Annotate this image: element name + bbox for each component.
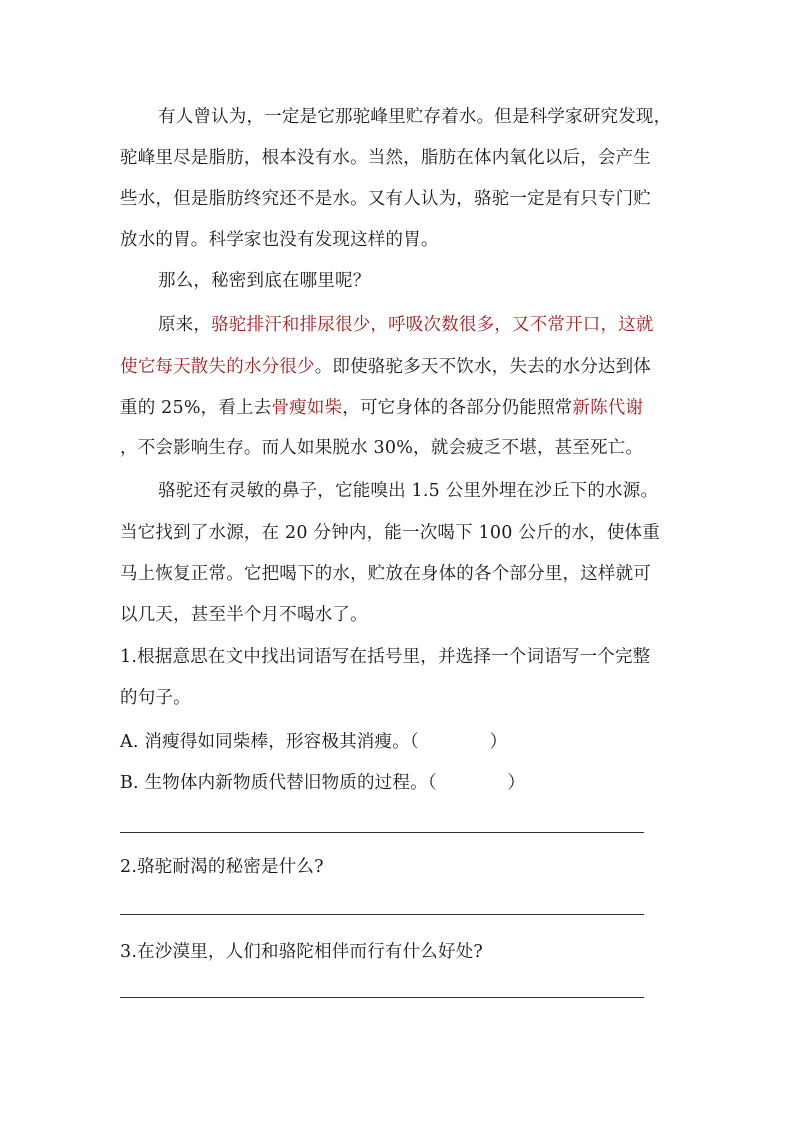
passage-p1-line3: 些水，但是脂肪终究还不是水。又有人认为，骆驼一定是有只专门贮 [120, 189, 651, 209]
question-1-line1: 1.根据意思在文中找出词语写在括号里，并选择一个词语写一个完整 [120, 647, 651, 667]
passage-p4-line2: 当它找到了水源，在 20 分钟内，能一次喝下 100 公斤的水，使体重 [120, 523, 660, 543]
passage-p3-l3-start: 重的 25%，看上去 [120, 398, 272, 418]
passage-p3-l1-start: 原来， [158, 315, 212, 335]
question-1-option-a: A. 消瘦得如同柴棒，形容极其消瘦。（ ） [120, 732, 508, 752]
passage-p4-line1: 骆驼还有灵敏的鼻子，它能嗅出 1.5 公里外埋在沙丘下的水源。 [158, 481, 659, 501]
passage-p3-line3 [120, 393, 680, 423]
highlight-sentence-part1: 骆驼排汗和排尿很少，呼吸次数很多，又不常开口，这就 [211, 315, 654, 335]
question-1-option-b: B. 生物体内新物质代替旧物质的过程。（ ） [120, 773, 526, 793]
question-1-line2: 的句子。 [120, 688, 191, 708]
passage-p3-line1 [158, 310, 678, 340]
question-3: 3.在沙漠里，人们和骆陀相伴而行有什么好处? [120, 942, 483, 962]
passage-p2: 那么，秘密到底在哪里呢？ [158, 271, 371, 291]
highlight-sentence-part2: 使它每天散失的水分很少 [120, 357, 315, 377]
highlight-word-xinchendaixie: 新陈代谢 [572, 398, 644, 418]
passage-p3-line2 [120, 352, 680, 382]
passage-p3-l3-mid: ，可它身体的各部分仍能照常 [342, 398, 573, 418]
answer-line-2[interactable] [120, 914, 644, 915]
passage-p4-line4: 以几天，甚至半个月不喝水了。 [120, 605, 368, 625]
highlight-word-guoshourucha: 骨瘦如柴 [271, 398, 343, 418]
passage-p3-l2-rest: 。即使骆驼多天不饮水，失去的水分达到体 [314, 357, 652, 377]
passage-p1-line2: 驼峰里尽是脂肪，根本没有水。当然，脂肪在体内氧化以后，会产生 [120, 148, 651, 168]
passage-p1-line1: 有人曾认为，一定是它那驼峰里贮存着水。但是科学家研究发现， [158, 107, 672, 127]
answer-line-1[interactable] [120, 832, 644, 833]
passage-p3-line4: ，不会影响生存。而人如果脱水 30%，就会疲乏不堪，甚至死亡。 [120, 438, 644, 458]
passage-p4-line3: 马上恢复正常。它把喝下的水，贮放在身体的各个部分里，这样就可 [120, 564, 651, 584]
passage-p1-line4: 放水的胃。科学家也没有发现这样的胃。 [120, 230, 439, 250]
question-2: 2.骆驼耐渴的秘密是什么? [120, 857, 324, 877]
answer-line-3[interactable] [120, 997, 644, 998]
